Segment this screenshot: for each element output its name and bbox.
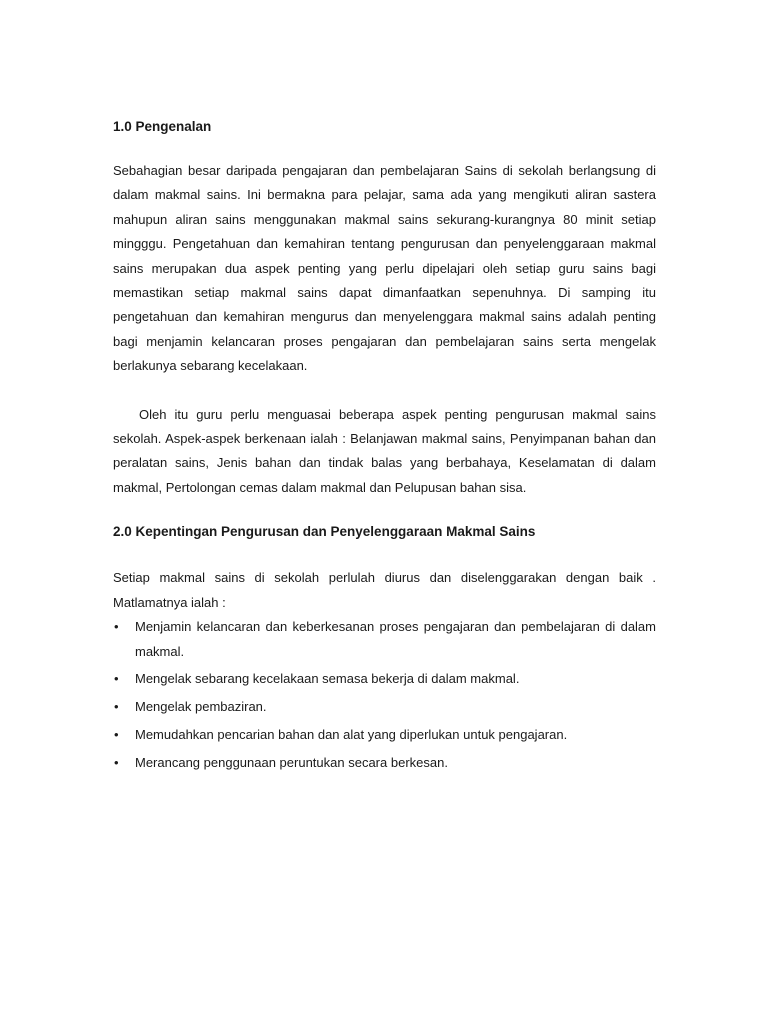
objectives-list (113, 615, 656, 775)
section-2-heading: 2.0 Kepentingan Pengurusan dan Penyelenggaraan Makmal Sains (113, 524, 536, 540)
bullet-icon: • (114, 755, 119, 771)
list-item-text: Mengelak pembaziran. (135, 699, 267, 715)
list-item-text: Mengelak sebarang kecelakaan semasa bekerja di dalam makmal. (135, 671, 520, 687)
document-page (113, 117, 656, 779)
list-item (113, 751, 656, 775)
list-item-text: Memudahkan pencarian bahan dan alat yang diperlukan untuk pengajaran. (135, 727, 568, 743)
list-item (113, 695, 656, 719)
list-item (113, 615, 656, 664)
bullet-icon: • (114, 671, 119, 687)
list-item-text: Menjamin kelancaran dan keberkesanan proses pengajaran dan pembelajaran di dalam makmal. (135, 619, 656, 659)
section-2-intro: Setiap makmal sains di sekolah perlulah diurus dan diselenggarakan dengan baik . Matlamatnya ialah : (113, 570, 656, 610)
list-item-text: Merancang penggunaan peruntukan secara berkesan. (135, 755, 448, 771)
bullet-icon: • (114, 727, 119, 743)
list-item (113, 667, 656, 691)
bullet-icon: • (114, 619, 119, 635)
list-item (113, 723, 656, 747)
bullet-icon: • (114, 699, 119, 715)
section-1-heading: 1.0 Pengenalan (113, 119, 212, 134)
section-1-paragraph-2: Oleh itu guru perlu menguasai beberapa aspek penting pengurusan makmal sains sekolah. Aspek-aspek berkenaan ialah : Belanjawan makmal sains, Penyimpanan bahan dan peralatan sains, Jenis bahan dan tindak balas yang berbahaya, Keselamatan di dalam makmal, Pertolongan cemas dalam makmal dan Pelupusan bahan sisa. (113, 406, 656, 495)
section-1-paragraph-1: Sebahagian besar daripada pengajaran dan pembelajaran Sains di sekolah berlangsung di dalam makmal sains. Ini bermakna para pelajar, sama ada yang mengikuti aliran sastera mahupun aliran sains menggunakan makmal sains sekurang-kurangnya 80 minit setiap mingggu. Pengetahuan dan kemahiran tentang pengurusan dan penyelenggaraan makmal sains merupakan dua aspek penting yang perlu dipelajari oleh setiap guru sains bagi memastikan setiap makmal sains dapat dimanfaatkan sepenuhnya. Di samping itu pengetahuan dan kemahiran mengurus dan menyelenggara makmal sains adalah penting bagi menjamin kelancaran proses pengajaran dan pembelajaran sains serta mengelak berlakunya sebarang kecelakaan. (113, 163, 656, 374)
